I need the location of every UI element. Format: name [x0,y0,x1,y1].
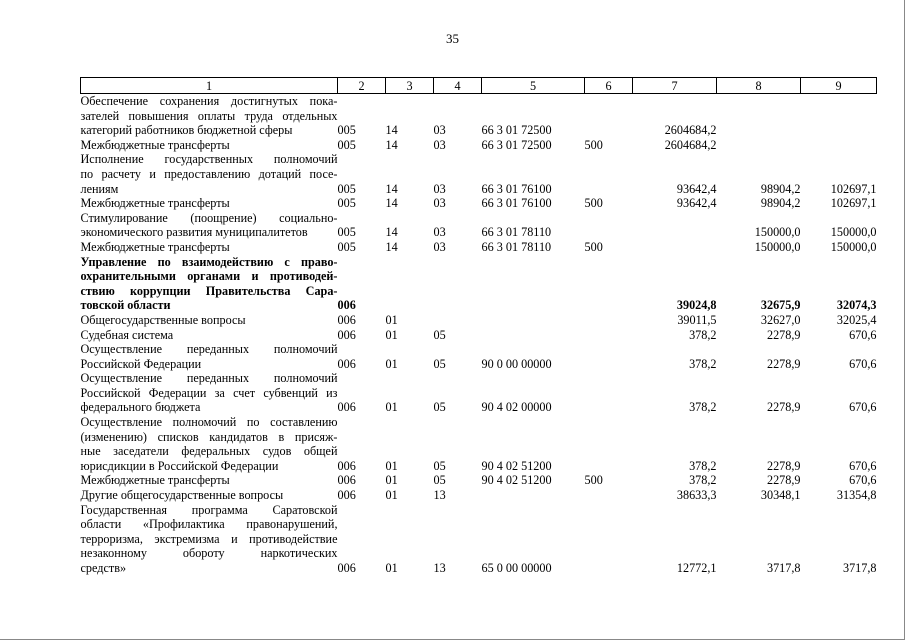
amount-col8-cell: 30348,1 [760,488,801,503]
code-expense-type-cell: 500 [584,239,603,254]
item-name-line: Российской Федерации за счет субвенций из [80,385,338,400]
column-header: 3 [386,78,434,94]
amount-col7-cell: 93642,4 [676,181,717,196]
table-row [81,196,877,211]
code-ministry-cell: 005 [337,137,356,152]
code-ministry-cell: 005 [337,123,356,138]
table-row [81,255,877,313]
code-target-article-cell [482,313,585,328]
code-expense-type-cell: 500 [584,473,603,488]
item-name-line: федерального бюджета [80,400,201,415]
item-name-cell [81,196,338,211]
table-row [81,211,877,240]
item-name-line: лениям [80,181,119,196]
table-row [81,138,877,153]
table-row [81,473,877,488]
amount-col7-cell: 93642,4 [676,196,717,211]
item-name-line: ствию коррупции Правительства Сара- [80,283,338,298]
amount-col9-cell: 150000,0 [830,239,877,254]
table-row [81,313,877,328]
amount-col8-cell: 2278,9 [766,327,801,342]
item-name-line: Управление по взаимодействию с право- [80,254,338,269]
code-section-cell: 01 [385,561,398,575]
item-name-line: Российской Федерации [80,356,202,371]
item-name-line: Межбюджетные трансферты [80,137,230,152]
item-name-line: охранительными органами и противодей- [80,269,338,284]
code-subsection-cell [434,255,482,313]
code-target-article-cell: 66 3 01 78110 [481,239,552,254]
code-subsection-cell: 05 [433,458,446,473]
code-expense-type-cell [585,255,633,313]
column-header: 6 [585,78,633,94]
code-section-cell: 14 [385,123,398,138]
amount-col9-cell: 670,6 [849,458,877,473]
item-name-cell [81,342,338,371]
item-name-cell [81,488,338,503]
code-section-cell: 01 [385,458,398,473]
code-target-article-cell: 90 4 02 51200 [481,458,552,473]
code-ministry-cell: 006 [337,312,356,327]
item-name-line: экономического развития муниципалитетов [80,225,308,240]
amount-col9-cell: 670,6 [849,356,877,371]
amount-col7-cell [633,240,717,255]
item-name-cell [81,152,338,196]
item-name-line: Осуществление полномочий по составлению [80,415,338,430]
table-row [81,371,877,415]
item-name-line: Межбюджетные трансферты [80,473,230,488]
item-name-line: Осуществление переданных полномочий [80,342,338,357]
item-name-line: категорий работников бюджетной сферы [80,123,293,138]
item-name-line: товской области [80,298,171,313]
code-target-article-cell: 66 3 01 76100 [481,196,552,211]
amount-col7-cell: 378,2 [689,458,717,473]
code-section-cell: 14 [385,137,398,152]
code-section-cell: 14 [385,225,398,240]
code-section-cell: 01 [385,312,398,327]
amount-col7-cell: 378,2 [689,356,717,371]
item-name-cell [81,371,338,415]
code-expense-type-cell: 500 [584,196,603,211]
code-target-article-cell: 66 3 01 72500 [481,123,552,138]
amount-col8-cell: 32627,0 [760,312,801,327]
code-ministry-cell: 005 [337,181,356,196]
item-name-line: терроризма, экстремизма и противодействие [80,531,338,546]
item-name-line: Межбюджетные трансферты [80,196,230,211]
code-expense-type-cell [585,342,633,371]
code-ministry-cell: 006 [337,561,356,575]
code-target-article-cell: 90 0 00 00000 [481,356,552,371]
code-section-cell: 14 [385,239,398,254]
table-row [81,240,877,255]
code-subsection-cell: 03 [433,123,446,138]
column-header: 9 [801,78,877,94]
code-section-cell: 01 [385,400,398,415]
code-section-cell: 01 [385,327,398,342]
code-subsection-cell: 05 [433,400,446,415]
code-target-article-cell: 65 0 00 00000 [481,561,552,575]
code-ministry-cell: 005 [337,225,356,240]
code-expense-type-cell [585,488,633,503]
amount-col7-cell: 39011,5 [677,312,717,327]
item-name-line: ные заседатели федеральных судов общей [80,444,338,459]
item-name-cell [81,94,338,138]
item-name-line: зателей повышения оплаты труда отдельных [80,108,338,123]
code-expense-type-cell [585,152,633,196]
column-header: 1 [81,78,338,94]
table-row [81,342,877,371]
code-subsection-cell: 05 [433,473,446,488]
code-section-cell: 14 [385,181,398,196]
amount-col9-cell: 31354,8 [836,488,877,503]
table-row [81,152,877,196]
code-subsection-cell [434,313,482,328]
page-number: 35 [446,31,459,46]
code-expense-type-cell [585,503,633,576]
code-subsection-cell: 13 [433,561,446,575]
table-row [81,94,877,138]
code-expense-type-cell [585,211,633,240]
code-subsection-cell: 03 [433,196,446,211]
item-name-cell [81,255,338,313]
amount-col9-cell: 102697,1 [830,181,877,196]
code-ministry-cell: 006 [337,356,356,371]
item-name-cell [81,473,338,488]
amount-col9-cell: 102697,1 [830,196,877,211]
item-name-line: Другие общегосударственные вопросы [80,488,284,503]
amount-col8-cell: 150000,0 [754,239,801,254]
amount-col8-cell: 32675,9 [760,298,801,313]
amount-col9-cell [801,94,877,138]
amount-col8-cell [717,94,801,138]
amount-col7-cell: 378,2 [689,327,717,342]
amount-col9-cell [801,138,877,153]
column-header: 4 [434,78,482,94]
code-subsection-cell: 03 [433,239,446,254]
item-name-line: Стимулирование (поощрение) социально- [80,210,338,225]
code-subsection-cell: 03 [433,225,446,240]
amount-col7-cell: 38633,3 [676,488,717,503]
item-name-cell [81,138,338,153]
amount-col7-cell: 2604684,2 [664,123,717,138]
code-section-cell [386,255,434,313]
amount-col7-cell: 378,2 [689,473,717,488]
code-expense-type-cell [585,313,633,328]
item-name-line: юрисдикции в Российской Федерации [80,458,279,473]
amount-col8-cell: 150000,0 [754,225,801,240]
code-section-cell: 14 [385,196,398,211]
code-ministry-cell: 006 [337,488,356,503]
item-name-cell [81,211,338,240]
code-section-cell: 01 [385,473,398,488]
amount-col7-cell: 39024,8 [676,298,717,313]
code-expense-type-cell [585,94,633,138]
code-section-cell: 01 [385,488,398,503]
amount-col8-cell: 98904,2 [760,181,801,196]
column-header: 5 [482,78,585,94]
amount-col7-cell: 378,2 [689,400,717,415]
code-target-article-cell: 66 3 01 76100 [481,181,552,196]
code-subsection-cell: 05 [433,327,446,342]
code-ministry-cell: 006 [337,458,356,473]
code-target-article-cell [482,255,585,313]
code-ministry-cell: 006 [337,473,356,488]
amount-col9-cell: 670,6 [849,327,877,342]
amount-col8-cell: 2278,9 [766,458,801,473]
code-expense-type-cell [585,415,633,473]
item-name-line: Государственная программа Саратовской [80,502,338,517]
code-target-article-cell: 66 3 01 72500 [481,137,552,152]
code-expense-type-cell [585,371,633,415]
code-subsection-cell: 05 [433,356,446,371]
amount-col9-cell: 150000,0 [830,225,877,240]
item-name-cell [81,415,338,473]
code-subsection-cell: 03 [433,181,446,196]
table-row [81,415,877,473]
code-ministry-cell: 006 [337,400,356,415]
amount-col8-cell: 98904,2 [760,196,801,211]
item-name-line: Исполнение государственных полномочий [80,152,338,167]
code-subsection-cell: 13 [433,488,446,503]
item-name-line: Осуществление переданных полномочий [80,371,338,386]
code-ministry-cell: 005 [337,239,356,254]
item-name-line: Межбюджетные трансферты [80,239,230,254]
item-name-line: Судебная система [80,327,174,342]
item-name-cell [81,328,338,343]
item-name-cell [81,240,338,255]
header-row [81,78,877,94]
item-name-line: (изменению) списков кандидатов в присяж- [80,429,338,444]
table-row [81,503,877,576]
column-header: 2 [338,78,386,94]
item-name-cell [81,313,338,328]
table-row [81,488,877,503]
amount-col9-cell: 670,6 [849,400,877,415]
amount-col8-cell [717,138,801,153]
item-name-line: средств» [80,561,127,575]
amount-col9-cell: 670,6 [849,473,877,488]
amount-col8-cell: 2278,9 [766,473,801,488]
code-ministry-cell: 005 [337,196,356,211]
item-name-line: по расчету и предоставлению дотаций посе- [80,166,338,181]
code-subsection-cell: 03 [433,137,446,152]
code-target-article-cell: 90 4 02 51200 [481,473,552,488]
item-name-line: Общегосударственные вопросы [80,312,246,327]
amount-col7-cell: 2604684,2 [664,137,717,152]
amount-col7-cell [633,211,717,240]
code-expense-type-cell: 500 [584,137,603,152]
amount-col7-cell: 12772,1 [676,561,717,575]
code-target-article-cell: 90 4 02 00000 [481,400,552,415]
amount-col8-cell: 2278,9 [766,356,801,371]
amount-col9-cell: 3717,8 [842,561,877,575]
code-expense-type-cell [585,328,633,343]
amount-col9-cell: 32025,4 [836,312,877,327]
table-body [81,94,877,576]
item-name-line: Обеспечение сохранения достигнутых пока- [80,94,338,108]
amount-col9-cell: 32074,3 [836,298,877,313]
table-row [81,328,877,343]
column-header: 8 [717,78,801,94]
column-header: 7 [633,78,717,94]
amount-col8-cell: 3717,8 [766,561,801,575]
code-target-article-cell: 66 3 01 78110 [481,225,552,240]
item-name-line: незаконному обороту наркотических [80,546,338,561]
code-target-article-cell [482,488,585,503]
amount-col8-cell: 2278,9 [766,400,801,415]
budget-table [80,77,877,576]
item-name-line: области «Профилактика правонарушений, [80,517,338,532]
code-ministry-cell: 006 [337,327,356,342]
code-ministry-cell: 006 [337,298,356,313]
code-section-cell: 01 [385,356,398,371]
item-name-cell [81,503,338,576]
code-target-article-cell [482,328,585,343]
